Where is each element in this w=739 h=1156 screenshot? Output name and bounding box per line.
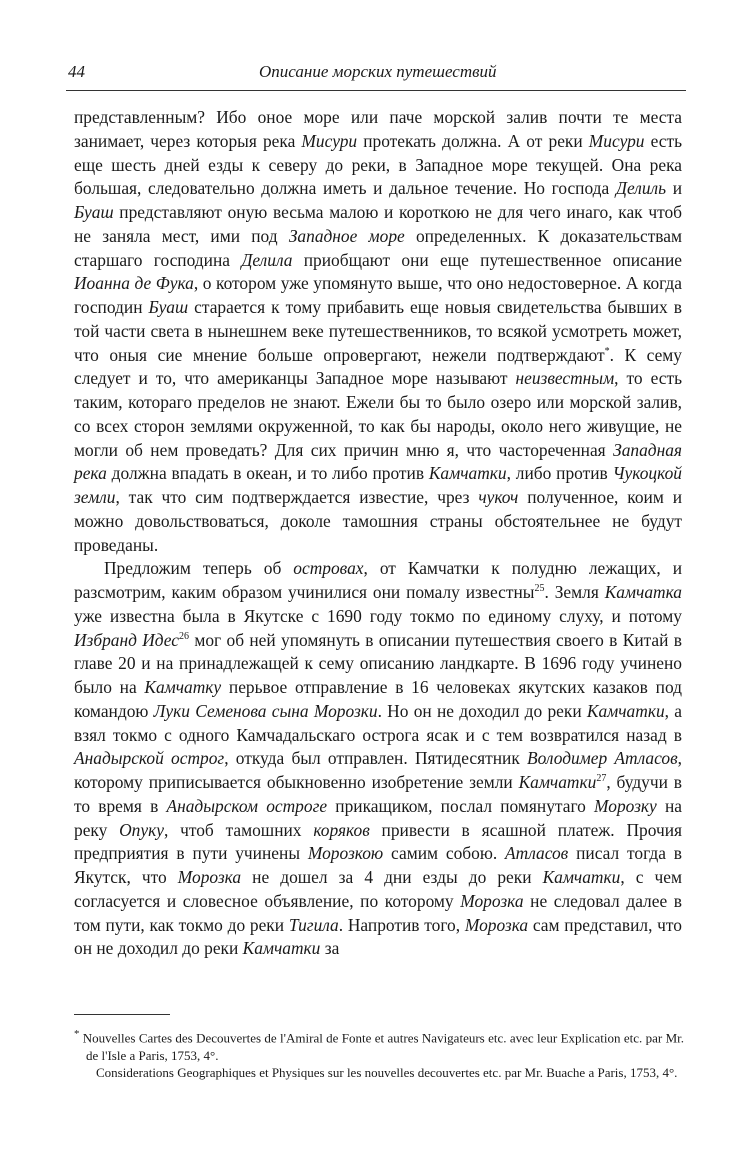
text-run: , так что сим подтверждается известие, чрез: [115, 487, 479, 507]
text-run: . Земля: [544, 582, 605, 602]
text-run: . Напротив того,: [338, 914, 465, 935]
text-run: представленным? Ибо оное море или паче морской залив почти те места занимает, через которыя река: [74, 107, 682, 151]
italic-name: Камчатки: [428, 463, 507, 484]
text-run: не дошел за 4 дни езды до реки: [241, 867, 543, 887]
paragraph-1: [74, 106, 682, 557]
footnote-text: Considerations Geographiques et Physiques sur les nouvelles decouvertes etc. par Mr. Buache a Paris, 1753, 4°.: [96, 1065, 678, 1081]
text-run: , будучи в то время в: [74, 772, 682, 816]
italic-name: Морозка: [460, 890, 524, 911]
text-run: , которому приписывается обыкновенно изобретение земли: [74, 748, 682, 792]
text-run: не следовал далее в том пути, как токмо до реки: [74, 890, 682, 935]
italic-name: Западная река: [74, 439, 682, 484]
text-run: на реку: [74, 795, 682, 840]
text-run: , либо против: [506, 463, 613, 484]
italic-name: Чукоцкой земли: [74, 463, 682, 507]
italic-name: Камчатки: [542, 867, 621, 887]
footnotes: [74, 1026, 684, 1082]
text-run: полученное, коим и можно довольствоваться, доколе тамошния страны обстоятельнее не будут проведаны.: [74, 487, 682, 555]
endnote-marker: 27: [596, 773, 607, 785]
italic-name: Западное море: [288, 225, 405, 246]
italic-name: Морозка: [177, 867, 242, 887]
text-run: . К сему следует и то, что американцы Западное море называют: [74, 344, 682, 389]
italic-name: Камчатки: [586, 700, 665, 721]
italic-name: Анадырской острог: [74, 748, 225, 769]
text-run: должна впадать в океан, и то либо против: [106, 463, 429, 484]
footnote-marker: *: [74, 1028, 80, 1040]
text-run: приобщают они еще путешественное описание: [292, 249, 683, 270]
running-title: Описание морских путешествий: [259, 62, 497, 81]
italic-name: островах: [293, 558, 364, 579]
italic-name: Буаш: [74, 202, 114, 222]
footnote-divider: [74, 1014, 170, 1015]
text-run: сам представил, что он не доходил до реки: [74, 914, 682, 959]
footnote-text: Nouvelles Cartes des Decouvertes de l'Amiral de Fonte et autres Navigateurs etc. avec leur Explication etc. par Mr. de l'Isle a Paris, 1753, 4°.: [79, 1030, 684, 1063]
italic-name: Избранд Идес: [74, 629, 180, 650]
text-run: за: [320, 938, 340, 959]
text-run: привести в ясашной платеж. Прочия предприятия в пути учинены: [74, 819, 683, 864]
italic-name: чукоч: [478, 487, 519, 507]
text-run: самим собою.: [383, 843, 506, 864]
footnote-1: [74, 1026, 684, 1064]
italic-name: Тигила: [288, 914, 339, 935]
text-run: , от Камчатки к полудню лежащих, и разсмотрим, каким образом учинилися они помалу известны: [74, 558, 682, 602]
italic-name: Опуку: [119, 819, 164, 840]
text-run: , с чем согласуется и словесное объявление, по которому: [74, 867, 682, 911]
text-run: определенных. К доказательствам старшаго господина: [74, 225, 682, 270]
text-run: Предложим теперь об: [104, 558, 294, 579]
endnote-marker: 26: [179, 630, 190, 642]
italic-name: Буаш: [148, 297, 189, 317]
text-run: уже известна была в Якутске с 1690 году токмо по единому слуху, и потому: [74, 605, 682, 626]
text-run: , а взял токмо с одного Камчадальскаго острога ясак и с тем возвратился назад в: [74, 700, 682, 745]
italic-name: Камчатки: [242, 938, 321, 959]
text-run: старается к тому прибавить еще новыя свидетельства бывших в той части света в нынешнем веке путешественников, то всякой усмотреть может, что оныя сие мнение больше опровергают, нежели подтверждают: [74, 297, 682, 365]
italic-name: Морозку: [594, 795, 657, 816]
endnote-marker: 25: [534, 583, 545, 595]
italic-name: Анадырском остроге: [166, 795, 328, 816]
text-run: протекать должна. А от реки: [357, 130, 589, 151]
text-run: и: [666, 178, 683, 199]
text-run: мог об ней упомянуть в описании путешествия своего в Китай в главе 20 и на принадлежащей к сему описанию ландкарте. В 1696 году учинено было на: [74, 629, 682, 697]
footnote-marker: *: [604, 345, 610, 357]
italic-name: Морозка: [464, 914, 529, 935]
italic-name: Камчатку: [144, 677, 222, 697]
text-run: , чтоб тамошних: [163, 819, 314, 840]
page-number: 44: [68, 62, 85, 81]
italic-name: Иоанна де Фука: [74, 273, 194, 294]
footnote-2: [74, 1064, 684, 1082]
text-run: , то есть таким, котораго пределов не знают. Ежели бы то было озеро или морской залив, со всех сторон землями окруженной, то как бы народы, около него живущие, не могли об нем проведать? Для сих причин мню я, что частореченная: [74, 368, 682, 460]
page-header: [66, 58, 686, 91]
italic-name: Делиль: [615, 178, 667, 199]
italic-name: Морозкою: [307, 843, 384, 864]
italic-name: Атласов: [505, 843, 569, 864]
text-run: , откуда был отправлен. Пятидесятник: [224, 748, 528, 769]
text-run: писал тогда в Якутск, что: [74, 843, 683, 887]
text-run: перьвое отправление в 16 человеках якутских казаков под командою: [74, 677, 682, 721]
italic-name: Мисури: [301, 130, 358, 151]
italic-name: коряков: [313, 819, 370, 840]
italic-name: Мисури: [588, 130, 645, 151]
text-run: представляют оную весьма малою и короткою не для чего инаго, как чтоб не заняла мест, ими под: [74, 202, 682, 246]
text-run: , о котором уже упомянуто выше, что оно недостоверное. А когда господин: [74, 273, 682, 317]
italic-name: неизвестным: [515, 368, 615, 389]
text-run: . Но он не доходил до реки: [377, 700, 587, 721]
text-run: есть еще шесть дней езды к северу до реки, в Западное море текущей. Она река большая, следовательно должна иметь и дальное течение. Но господа: [74, 130, 682, 199]
italic-name: Луки Семенова сына Морозки: [153, 700, 378, 721]
text-run: прикащиком, послал помянутаго: [327, 795, 595, 816]
italic-name: Володимер Атласов: [527, 748, 678, 769]
italic-name: Камчатка: [604, 582, 682, 602]
paragraph-2: [74, 557, 682, 961]
italic-name: Делила: [241, 249, 293, 270]
italic-name: Камчатки: [518, 772, 597, 792]
main-text: [74, 106, 682, 961]
